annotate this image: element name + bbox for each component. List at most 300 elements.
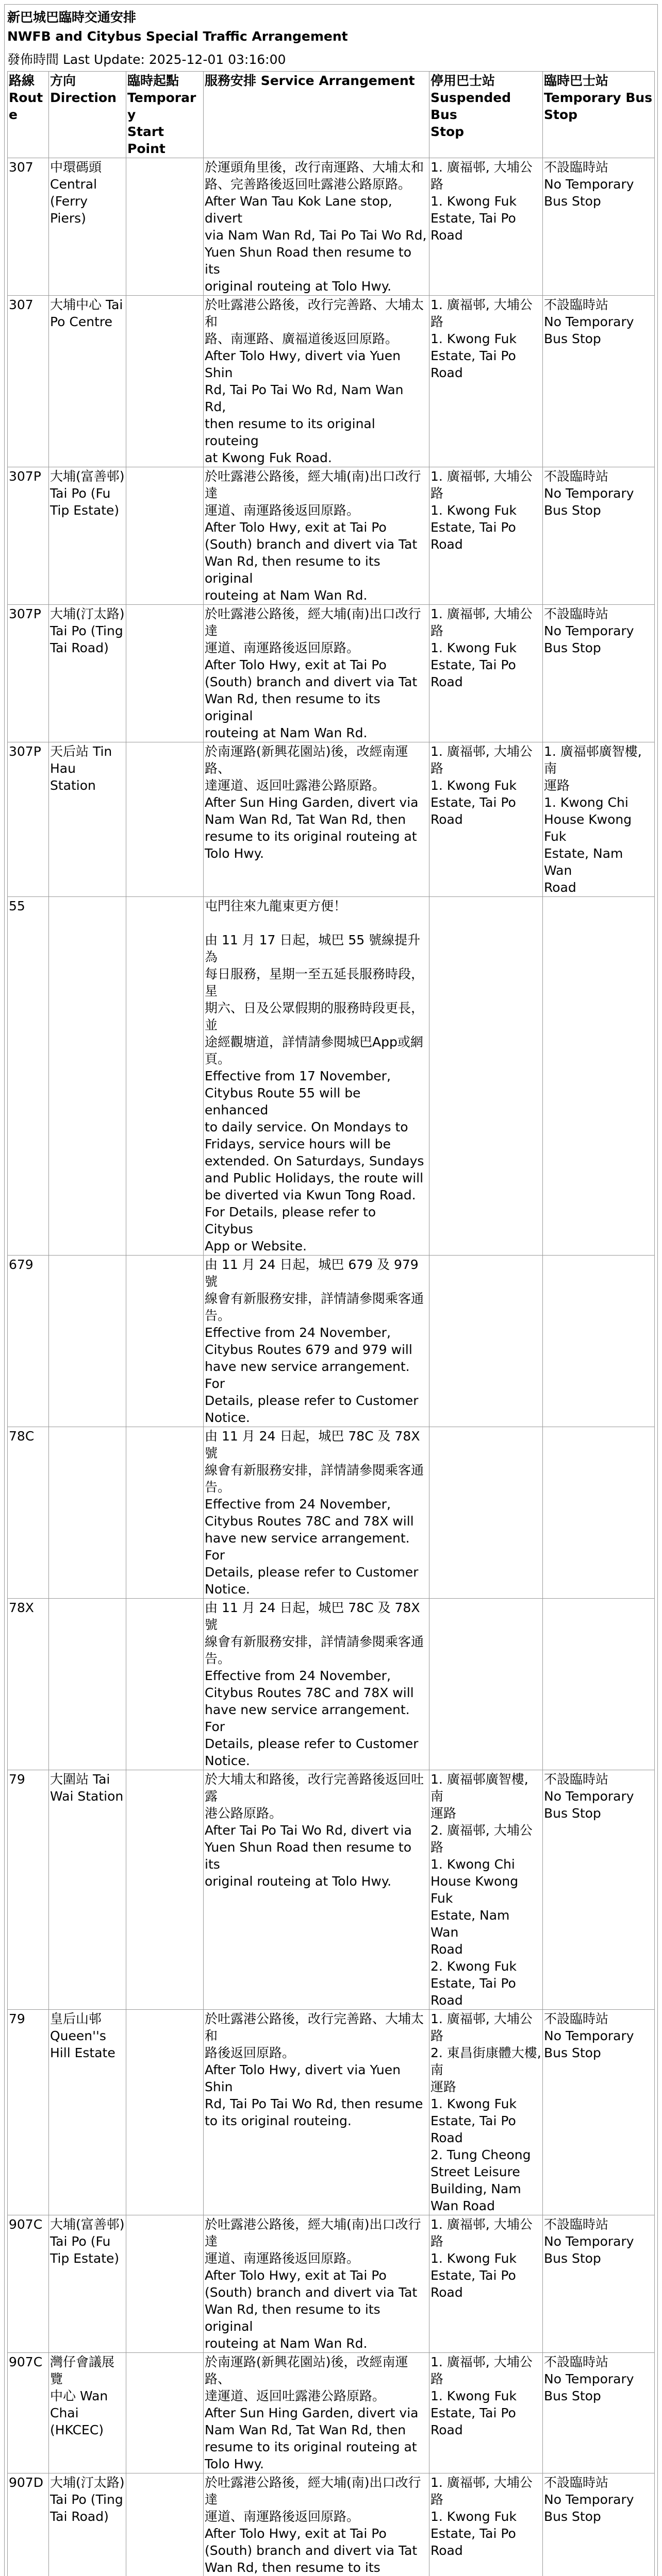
suspended-cell [429, 1256, 543, 1427]
column-header-route [8, 72, 49, 158]
cell-line: Fridays, service hours will be [205, 1137, 391, 1151]
service-cell [204, 2010, 429, 2215]
cell-line: Road [431, 2285, 463, 2300]
cell-line: Tolo Hwy. [205, 846, 264, 861]
cell-line: Route [9, 90, 43, 122]
cell-line: Road [431, 2543, 463, 2558]
cell-line: Hau Station [50, 761, 96, 793]
cell-line: 1. Kwong Fuk [431, 503, 517, 518]
cell-line: at Kwong Fuk Road. [205, 450, 332, 465]
cell-line: (South) branch and divert via Tat [205, 2285, 418, 2300]
cell-line: Hill Estate [50, 2045, 115, 2060]
page-container [4, 4, 658, 2576]
cell-line: 307P [9, 469, 41, 484]
cell-line: 期六、日及公眾假期的服務時段更長，並 [205, 1001, 424, 1032]
cell-line: No Temporary [544, 2028, 634, 2043]
cell-line: Notice. [205, 1753, 250, 1768]
cell-line: Rd, Tai Po Tai Wo Rd, Nam Wan Rd, [205, 382, 404, 414]
direction-cell [49, 158, 126, 296]
cell-line: Estate, Tai Po [431, 348, 516, 363]
service-cell [204, 1599, 429, 1770]
temporary-cell [543, 897, 655, 1256]
cell-line: resume to its original routeing at [205, 2439, 417, 2454]
cell-line: 大圍站 Tai [50, 1772, 110, 1787]
start-cell [126, 1770, 204, 2010]
cell-line: No Temporary [544, 177, 634, 192]
cell-line: 679 [9, 1257, 34, 1272]
cell-line: 中心 Wan [50, 2388, 108, 2403]
table-row [8, 897, 655, 1256]
service-cell [204, 1256, 429, 1427]
cell-line: Start [127, 124, 164, 139]
cell-line: 1. 廣福邨廣智樓, 南 [431, 1772, 528, 1804]
cell-line: Piers) [50, 211, 86, 226]
start-cell [126, 2215, 204, 2353]
table-row [8, 742, 655, 897]
cell-line: Stop [431, 124, 465, 139]
cell-line: 於吐露港公路後，經大埔(南)出口改行達 [205, 2217, 421, 2249]
cell-line: Effective from 24 November, [205, 1325, 391, 1340]
cell-line: routeing at Nam Wan Rd. [205, 2336, 368, 2351]
cell-line: 臨時起點 [127, 73, 179, 88]
start-cell [126, 1427, 204, 1599]
cell-line: Tai Po (Ting [50, 623, 123, 638]
cell-line: (South) branch and divert via Tat [205, 674, 418, 689]
start-cell [126, 2353, 204, 2473]
start-cell [126, 1599, 204, 1770]
cell-line: Bus Stop [544, 2045, 601, 2060]
cell-line: After Sun Hing Garden, divert via [205, 795, 419, 810]
cell-line: 途經觀塘道，詳情請參閱城巴App或網 [205, 1035, 423, 1049]
cell-line: After Tolo Hwy, divert via Yuen Shin [205, 348, 401, 380]
cell-line: After Tai Po Tai Wo Rd, divert via [205, 1823, 412, 1838]
cell-line: Road [431, 537, 463, 552]
cell-line: Estate, Tai Po [431, 2405, 516, 2420]
cell-line: 由 11 月 24 日起，城巴 679 及 979 號 [205, 1257, 419, 1289]
cell-line: After Tolo Hwy, exit at Tai Po [205, 2526, 387, 2541]
cell-line: 路、南運路、廣福道後返回原路。 [205, 331, 399, 346]
cell-line: 於吐露港公路後，經大埔(南)出口改行達 [205, 2475, 421, 2507]
suspended-cell [429, 2010, 543, 2215]
cell-line: 方向 [50, 73, 76, 88]
direction-cell [49, 897, 126, 1256]
cell-line: 1. 廣福邨, 大埔公路 [431, 160, 533, 192]
cell-line: (South) branch and divert via Tat [205, 537, 418, 552]
cell-line: Estate, Tai Po [431, 2268, 516, 2283]
cell-line: 屯門往來九龍東更方便！ [205, 899, 347, 913]
route-cell [8, 897, 49, 1256]
cell-line: 告。 [205, 1651, 231, 1666]
cell-line: Estate, Tai Po [431, 1976, 516, 1991]
cell-line: Point [127, 141, 166, 156]
table-row [8, 2353, 655, 2473]
cell-line: 線會有新服務安排，詳情請參閱乘客通 [205, 1634, 424, 1649]
route-cell [8, 296, 49, 467]
cell-line: 運路 [544, 778, 570, 793]
direction-cell [49, 467, 126, 605]
cell-line: 78C [9, 1429, 35, 1444]
cell-line: 大埔中心 Tai [50, 297, 123, 312]
cell-line: Road [431, 228, 463, 243]
suspended-cell [429, 742, 543, 897]
cell-line: After Sun Hing Garden, divert via [205, 2405, 419, 2420]
cell-line: Direction [50, 90, 117, 105]
cell-line: 1. Kwong Fuk [431, 194, 517, 209]
cell-line: After Tolo Hwy, exit at Tai Po [205, 520, 387, 535]
table-row [8, 605, 655, 742]
service-cell [204, 2215, 429, 2353]
route-cell [8, 742, 49, 897]
cell-line: 78X [9, 1600, 34, 1615]
cell-line: Notice. [205, 1582, 250, 1597]
suspended-cell [429, 1599, 543, 1770]
cell-line: 於大埔太和路後，改行完善路後返回吐露 [205, 1772, 424, 1804]
cell-line: Road [431, 1942, 463, 1957]
page-title-en: NWFB and Citybus Special Traffic Arrangement [7, 29, 348, 44]
cell-line: 大埔(汀太路) [50, 2475, 125, 2490]
cell-line: After Tolo Hwy, exit at Tai Po [205, 657, 387, 672]
cell-line: Notice. [205, 1410, 250, 1425]
cell-line: Tolo Hwy. [205, 2456, 264, 2471]
table-body [8, 158, 655, 2576]
cell-line: 服務安排 Service Arrangement [205, 73, 415, 88]
cell-line: 1. Kwong Chi [431, 1857, 515, 1872]
cell-line: 路後返回原路。 [205, 2045, 295, 2060]
cell-line: Bus Stop [544, 2509, 601, 2524]
cell-line: have new service arrangement. For [205, 1702, 410, 1734]
cell-line: Estate, Tai Po [431, 795, 516, 810]
last-update: 發佈時間 Last Update: 2025-12-01 03:16:00 [7, 52, 286, 67]
cell-line: 由 11 月 17 日起，城巴 55 號線提升為 [205, 933, 421, 964]
cell-line: 1. Kwong Fuk [431, 2251, 517, 2266]
table-row [8, 158, 655, 296]
cell-line: Bus Stop [544, 503, 601, 518]
temporary-cell [543, 2353, 655, 2473]
start-cell [126, 2473, 204, 2576]
suspended-cell [429, 1427, 543, 1599]
service-cell [204, 2353, 429, 2473]
cell-line: App or Website. [205, 1239, 307, 1253]
cell-line: 79 [9, 1772, 25, 1787]
start-cell [126, 2010, 204, 2215]
cell-line: Wan Rd, then resume to its original [205, 691, 380, 723]
cell-line: 不設臨時站 [544, 297, 609, 312]
temporary-cell [543, 1599, 655, 1770]
cell-line: No Temporary [544, 623, 634, 638]
cell-line: Chai [50, 2405, 79, 2420]
cell-line: Details, please refer to Customer [205, 1565, 419, 1580]
cell-line: After Tolo Hwy, divert via Yuen Shin [205, 2062, 401, 2094]
direction-cell [49, 1427, 126, 1599]
cell-line: 運道、南運路後返回原路。 [205, 2509, 360, 2524]
cell-line: 307P [9, 606, 41, 621]
cell-line: Suspended Bus [431, 90, 511, 122]
cell-line: 55 [9, 899, 25, 913]
cell-line: Citybus Routes 78C and 78X will [205, 1685, 414, 1700]
route-cell [8, 467, 49, 605]
start-cell [126, 742, 204, 897]
cell-line: 不設臨時站 [544, 1772, 609, 1787]
cell-line: Road [431, 2130, 463, 2145]
cell-line: 港公路原路。 [205, 1806, 283, 1821]
cell-line: Bus Stop [544, 2251, 601, 2266]
service-cell [204, 467, 429, 605]
cell-line: Estate, Tai Po [431, 211, 516, 226]
cell-line: routeing at Nam Wan Rd. [205, 588, 368, 603]
direction-cell [49, 605, 126, 742]
cell-line: 307P [9, 744, 41, 759]
temporary-cell [543, 742, 655, 897]
direction-cell [49, 1770, 126, 2010]
start-cell [126, 605, 204, 742]
start-cell [126, 1256, 204, 1427]
cell-line: Bus Stop [544, 640, 601, 655]
cell-line: 1. Kwong Chi [544, 795, 628, 810]
direction-cell [49, 1256, 126, 1427]
temporary-cell [543, 2010, 655, 2215]
temporary-cell [543, 1427, 655, 1599]
cell-line: (Ferry [50, 194, 88, 209]
cell-line: 1. 廣福邨, 大埔公路 [431, 606, 533, 638]
cell-line: After Tolo Hwy, exit at Tai Po [205, 2268, 387, 2283]
cell-line: No Temporary [544, 2492, 634, 2507]
cell-line: Bus Stop [544, 194, 601, 209]
route-cell [8, 2353, 49, 2473]
cell-line: 1. 廣福邨, 大埔公路 [431, 744, 533, 776]
temporary-cell [543, 467, 655, 605]
cell-line: 不設臨時站 [544, 469, 609, 484]
route-cell [8, 158, 49, 296]
cell-line: 大埔(富善邨) [50, 469, 125, 484]
cell-line: 1. Kwong Fuk [431, 2096, 517, 2111]
cell-line: 不設臨時站 [544, 2011, 609, 2026]
cell-line: Temporary [127, 90, 196, 122]
cell-line: House Kwong Fuk [431, 1874, 519, 1906]
cell-line: extended. On Saturdays, Sundays [205, 1154, 424, 1168]
route-cell [8, 605, 49, 742]
cell-line: After Wan Tau Kok Lane stop, divert [205, 194, 392, 226]
cell-line: 停用巴士站 [431, 73, 495, 88]
cell-line: 大埔(富善邨) [50, 2217, 125, 2232]
cell-line: 於運頭角里後，改行南運路、大埔太和 [205, 160, 424, 175]
cell-line: Nam Wan Rd, Tat Wan Rd, then [205, 812, 406, 827]
service-cell [204, 158, 429, 296]
cell-line: 於南運路(新興花園站)後，改經南運路、 [205, 744, 408, 776]
direction-cell [49, 2473, 126, 2576]
start-cell [126, 897, 204, 1256]
service-cell [204, 1427, 429, 1599]
cell-line: For Details, please refer to Citybus [205, 1205, 376, 1236]
cell-line: Building, Nam [431, 2181, 521, 2196]
cell-line: No Temporary [544, 1789, 634, 1804]
cell-line: Wan Rd, then resume to its original [205, 554, 380, 586]
cell-line: Estate, Tai Po [431, 2526, 516, 2541]
suspended-cell [429, 158, 543, 296]
cell-line: No Temporary [544, 486, 634, 501]
cell-line: to daily service. On Mondays to [205, 1120, 408, 1134]
cell-line: 於南運路(新興花園站)後，改經南運路、 [205, 2354, 408, 2386]
cell-line: Effective from 24 November, [205, 1668, 391, 1683]
cell-line: Wan Rd, then resume to its [205, 2560, 380, 2575]
cell-line: (South) branch and divert via Tat [205, 2543, 418, 2558]
cell-line: 達運道、返回吐露港公路原路。 [205, 2388, 386, 2403]
service-cell [204, 605, 429, 742]
cell-line: No Temporary [544, 314, 634, 329]
suspended-cell [429, 1770, 543, 2010]
cell-line: 中環碼頭 [50, 160, 102, 175]
cell-line: 1. 廣福邨, 大埔公路 [431, 2011, 533, 2043]
cell-line: be diverted via Kwun Tong Road. [205, 1188, 416, 1202]
cell-line: 2. Kwong Fuk [431, 1959, 517, 1974]
cell-line: and Public Holidays, the route will [205, 1171, 424, 1185]
route-cell [8, 1256, 49, 1427]
cell-line: Effective from 24 November, [205, 1497, 391, 1512]
cell-line: 1. Kwong Fuk [431, 2509, 517, 2524]
cell-line: 1. 廣福邨, 大埔公路 [431, 2354, 533, 2386]
cell-line: 運道、南運路後返回原路。 [205, 640, 360, 655]
direction-cell [49, 1599, 126, 1770]
service-cell [204, 296, 429, 467]
cell-line: 不設臨時站 [544, 160, 609, 175]
cell-line: 1. 廣福邨, 大埔公路 [431, 469, 533, 501]
temporary-cell [543, 2473, 655, 2576]
cell-line: 運路 [431, 1806, 457, 1821]
cell-line: 每日服務，星期一至五延長服務時段，星 [205, 967, 424, 998]
cell-line: 907C [9, 2217, 43, 2232]
route-cell [8, 1770, 49, 2010]
cell-line: have new service arrangement. For [205, 1531, 410, 1563]
cell-line: 1. 廣福邨, 大埔公路 [431, 2217, 533, 2249]
direction-cell [49, 296, 126, 467]
route-cell [8, 1427, 49, 1599]
cell-line: 運道、南運路後返回原路。 [205, 503, 360, 518]
suspended-cell [429, 467, 543, 605]
suspended-cell [429, 897, 543, 1256]
cell-line: 907C [9, 2354, 43, 2369]
cell-line: Tip Estate) [50, 2251, 120, 2266]
temporary-cell [543, 1256, 655, 1427]
cell-line: Estate, Tai Po [431, 520, 516, 535]
cell-line: 由 11 月 24 日起，城巴 78C 及 78X 號 [205, 1429, 420, 1461]
cell-line: Wan Road [431, 2198, 495, 2213]
cell-line: Citybus Routes 679 and 979 will [205, 1342, 412, 1357]
cell-line: 79 [9, 2011, 25, 2026]
cell-line: Tai Road) [50, 640, 109, 655]
cell-line: 2. Tung Cheong [431, 2147, 531, 2162]
cell-line: Effective from 17 November, [205, 1069, 391, 1083]
cell-line: Wai Station [50, 1789, 124, 1804]
cell-line: Road [431, 365, 463, 380]
cell-line: 2. 廣福邨, 大埔公路 [431, 1823, 533, 1855]
cell-line: Tai Po (Fu [50, 486, 111, 501]
cell-line: Bus Stop [544, 331, 601, 346]
cell-line: 1. 廣福邨, 大埔公路 [431, 297, 533, 329]
cell-line: 1. 廣福邨, 大埔公路 [431, 2475, 533, 2507]
cell-line: original routeing at Tolo Hwy. [205, 1874, 392, 1889]
table-row [8, 1599, 655, 1770]
cell-line: 由 11 月 24 日起，城巴 78C 及 78X 號 [205, 1600, 420, 1632]
traffic-arrangement-table [7, 71, 655, 2576]
suspended-cell [429, 296, 543, 467]
cell-line: 線會有新服務安排，詳情請參閱乘客通 [205, 1291, 424, 1306]
cell-line: 907D [9, 2475, 43, 2490]
cell-line: resume to its original routeing at [205, 829, 417, 844]
route-cell [8, 2473, 49, 2576]
column-header-service [204, 72, 429, 158]
cell-line: Bus Stop [544, 2388, 601, 2403]
cell-line: original routeing at Tolo Hwy. [205, 279, 392, 294]
table-row [8, 296, 655, 467]
cell-line: 皇后山邨 [50, 2011, 102, 2026]
direction-cell [49, 2353, 126, 2473]
cell-line: Road [431, 812, 463, 827]
page-title-zh: 新巴城巴臨時交通安排 [7, 10, 137, 25]
cell-line: Wan Rd, then resume to its original [205, 2302, 380, 2334]
table-row [8, 2010, 655, 2215]
direction-cell [49, 2010, 126, 2215]
cell-line: 不設臨時站 [544, 2475, 609, 2490]
cell-line: Details, please refer to Customer [205, 1393, 419, 1408]
cell-line: then resume to its original routeing [205, 416, 375, 448]
cell-line: 於吐露港公路後，改行完善路、大埔太和 [205, 2011, 424, 2043]
column-header-temporary [543, 72, 655, 158]
table-row [8, 2215, 655, 2353]
cell-line: 於吐露港公路後，經大埔(南)出口改行達 [205, 606, 421, 638]
route-cell [8, 2215, 49, 2353]
temporary-cell [543, 296, 655, 467]
table-row [8, 2473, 655, 2576]
cell-line: 灣仔會議展覽 [50, 2354, 115, 2386]
column-header-direction [49, 72, 126, 158]
cell-line: 於吐露港公路後，改行完善路、大埔太和 [205, 297, 424, 329]
service-cell [204, 2473, 429, 2576]
cell-line: 不設臨時站 [544, 2354, 609, 2369]
column-header-start [126, 72, 204, 158]
cell-line: Estate, Tai Po [431, 657, 516, 672]
cell-line: Road [544, 880, 576, 895]
cell-line: Rd, Tai Po Tai Wo Rd, then resume [205, 2096, 423, 2111]
cell-line: Estate, Nam Wan [431, 1908, 510, 1940]
cell-line: No Temporary [544, 2234, 634, 2249]
cell-line: Central [50, 177, 97, 192]
cell-line: Po Centre [50, 314, 113, 329]
table-row [8, 467, 655, 605]
suspended-cell [429, 2353, 543, 2473]
cell-line: Yuen Shun Road then resume to its [205, 245, 412, 277]
direction-cell [49, 2215, 126, 2353]
suspended-cell [429, 605, 543, 742]
suspended-cell [429, 2473, 543, 2576]
table-row [8, 1427, 655, 1599]
route-cell [8, 2010, 49, 2215]
cell-line: 線會有新服務安排，詳情請參閱乘客通 [205, 1463, 424, 1478]
temporary-cell [543, 1770, 655, 2010]
cell-line: 頁。 [205, 1052, 231, 1066]
temporary-cell [543, 158, 655, 296]
cell-line: 1. Kwong Fuk [431, 331, 517, 346]
cell-line: Bus Stop [544, 1806, 601, 1821]
table-row [8, 1770, 655, 2010]
cell-line: Citybus Routes 78C and 78X will [205, 1514, 414, 1529]
cell-line: 307 [9, 297, 34, 312]
cell-line: Temporary Bus [544, 90, 653, 105]
cell-line: House Kwong Fuk [544, 812, 632, 844]
cell-line: Nam Wan Rd, Tat Wan Rd, then [205, 2422, 406, 2437]
cell-line: (HKCEC) [50, 2422, 104, 2437]
cell-line: 臨時巴士站 [544, 73, 609, 88]
cell-line: Citybus Route 55 will be enhanced [205, 1086, 361, 1117]
cell-line: 天后站 Tin [50, 744, 112, 759]
